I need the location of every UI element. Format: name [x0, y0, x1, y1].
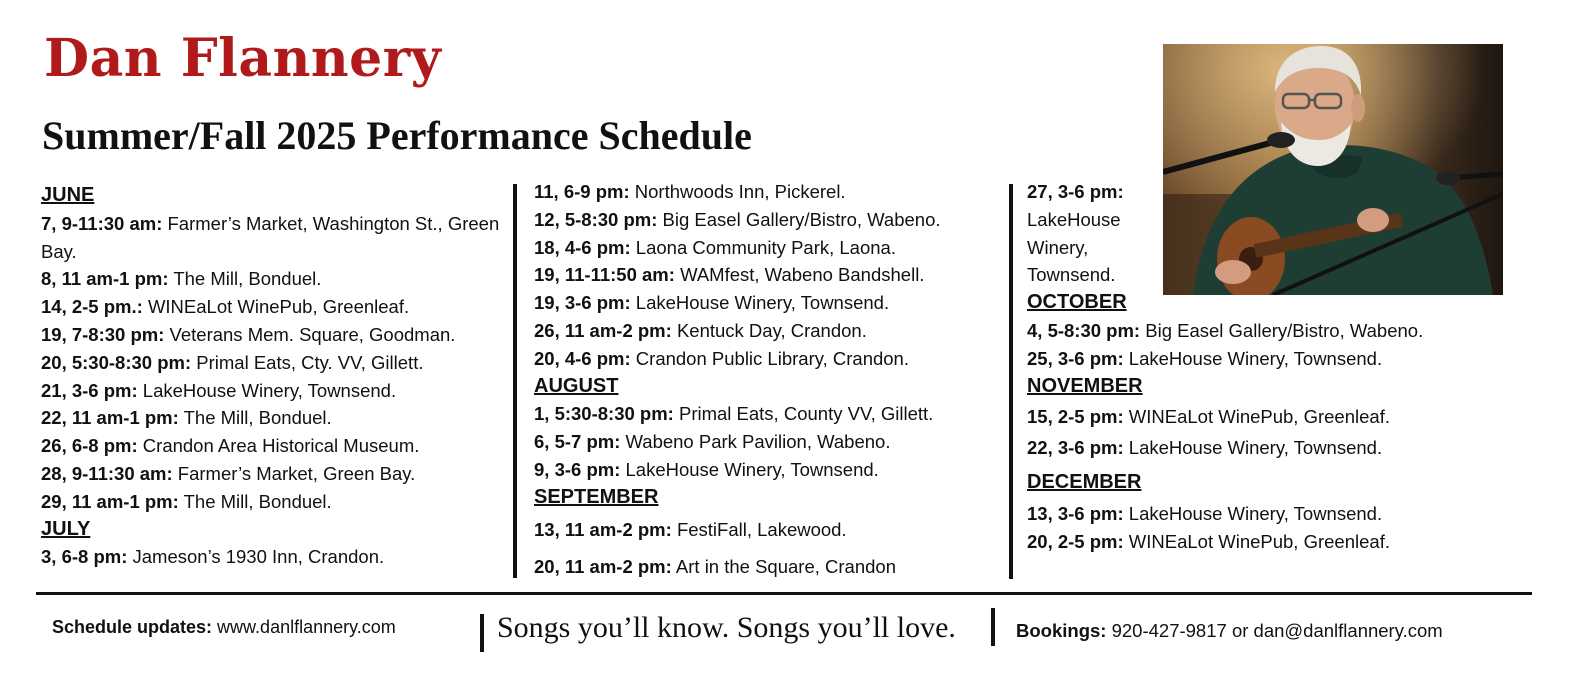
bookings-info[interactable]: 920-427-9817 or dan@danlflannery.com [1111, 620, 1443, 641]
footer-divider [480, 614, 484, 652]
website-link[interactable]: www.danlflannery.com [217, 617, 396, 637]
event-time: 29, 11 am-1 pm: [41, 490, 179, 512]
event-venue: LakeHouse Winery, Townsend. [1128, 437, 1383, 459]
event-entry [534, 317, 1004, 345]
event-time: 19, 3-6 pm: [534, 292, 631, 314]
month-heading-july: JULY [41, 517, 91, 540]
event-entry [41, 293, 511, 321]
month-heading-october: OCTOBER [1027, 291, 1127, 314]
event-time: 18, 4-6 pm: [534, 236, 631, 258]
event-venue: WINEaLot WinePub, Greenleaf. [1128, 406, 1390, 428]
event-venue: Wabeno Park Pavilion, Wabeno. [625, 431, 891, 453]
event-entry [41, 404, 511, 432]
event-venue: LakeHouse Winery, Townsend. [635, 292, 890, 314]
event-time: 7, 9-11:30 am: [41, 212, 163, 234]
event-entry [41, 432, 511, 460]
schedule-column-2 [534, 178, 1004, 581]
event-venue: Farmer’s Market, Green Bay. [177, 462, 416, 484]
event-time: 26, 6-8 pm: [41, 435, 138, 457]
event-time: 26, 11 am-2 pm: [534, 319, 672, 341]
event-venue: WAMfest, Wabeno Bandshell. [680, 264, 925, 286]
schedule-title: Summer/Fall 2025 Performance Schedule [42, 113, 752, 158]
event-venue: LakeHouse Winery, Townsend. [142, 379, 397, 401]
event-venue: Farmer’s Market, Washington St., Green Bay. [41, 212, 500, 262]
tagline: Songs you’ll know. Songs you’ll love. [497, 611, 956, 644]
month-heading-august: AUGUST [534, 374, 619, 397]
event-venue: Northwoods Inn, Pickerel. [634, 181, 846, 202]
footer-divider [991, 608, 995, 646]
event-entry [1027, 434, 1487, 462]
event-entry [41, 488, 511, 516]
event-entry [534, 206, 1004, 234]
bookings-label: Bookings: [1016, 620, 1107, 641]
event-time: 8, 11 am-1 pm: [41, 268, 169, 290]
event-venue: Primal Eats, Cty. VV, Gillett. [196, 351, 424, 373]
column-divider [1009, 184, 1013, 579]
event-venue: Kentuck Day, Crandon. [676, 319, 867, 341]
event-entry [534, 400, 1004, 428]
month-heading-september: SEPTEMBER [534, 485, 659, 508]
event-entry [41, 321, 511, 349]
event-entry [534, 178, 1004, 206]
event-time: 27, 3-6 pm: [1027, 181, 1124, 202]
event-entry [534, 234, 1004, 262]
event-venue: Jameson’s 1930 Inn, Crandon. [132, 546, 385, 568]
event-venue: The Mill, Bonduel. [183, 490, 332, 512]
event-entry [534, 345, 1004, 373]
month-heading-november: NOVEMBER [1027, 374, 1143, 397]
month-heading-december: DECEMBER [1027, 470, 1142, 493]
event-entry [41, 349, 511, 377]
event-venue: LakeHouse Winery, Townsend. [1128, 347, 1383, 369]
column-divider [513, 184, 517, 578]
event-entry [534, 516, 1004, 544]
event-venue: LakeHouse Winery, Townsend. [625, 458, 879, 480]
event-time: 22, 3-6 pm: [1027, 437, 1124, 459]
event-time: 21, 3-6 pm: [41, 379, 138, 401]
event-time: 11, 6-9 pm: [534, 181, 630, 202]
event-entry [1027, 317, 1487, 345]
event-entry [534, 456, 1004, 484]
event-entry [41, 543, 511, 571]
footer-rule [36, 592, 1532, 595]
event-time: 3, 6-8 pm: [41, 546, 128, 568]
event-time: 20, 2-5 pm: [1027, 530, 1124, 552]
event-time: 20, 5:30-8:30 pm: [41, 351, 192, 373]
event-time: 13, 11 am-2 pm: [534, 518, 672, 540]
event-entry [41, 265, 511, 293]
event-venue: Crandon Area Historical Museum. [142, 435, 420, 457]
performer-name: Dan Flannery [44, 28, 442, 89]
event-entry [1027, 500, 1487, 528]
event-venue: Art in the Square, Crandon [675, 556, 896, 578]
event-entry [1027, 178, 1139, 289]
schedule-updates [52, 617, 396, 638]
event-venue: LakeHouse Winery, Townsend. [1027, 208, 1121, 286]
event-venue: WINEaLot WinePub, Greenleaf. [1128, 530, 1390, 552]
bookings-contact [1016, 620, 1443, 642]
event-entry [1027, 528, 1487, 556]
event-time: 4, 5-8:30 pm: [1027, 319, 1141, 341]
event-time: 12, 5-8:30 pm: [534, 208, 658, 230]
event-entry [1027, 403, 1487, 431]
event-venue: Big Easel Gallery/Bistro, Wabeno. [1145, 319, 1424, 341]
event-time: 15, 2-5 pm: [1027, 406, 1124, 428]
event-entry [534, 428, 1004, 456]
event-entry [41, 460, 511, 488]
event-time: 6, 5-7 pm: [534, 431, 621, 453]
event-time: 20, 11 am-2 pm: [534, 556, 672, 578]
event-entry [41, 377, 511, 405]
event-entry [534, 261, 1004, 289]
event-entry [1027, 345, 1487, 373]
event-venue: Primal Eats, County VV, Gillett. [678, 403, 934, 425]
event-entry [534, 553, 1004, 581]
event-venue: WINEaLot WinePub, Greenleaf. [147, 296, 410, 318]
event-time: 25, 3-6 pm: [1027, 347, 1124, 369]
event-time: 19, 11-11:50 am: [534, 264, 675, 286]
event-time: 1, 5:30-8:30 pm: [534, 403, 674, 425]
event-time: 9, 3-6 pm: [534, 458, 621, 480]
event-venue: Big Easel Gallery/Bistro, Wabeno. [662, 208, 941, 230]
event-venue: Laona Community Park, Laona. [635, 236, 896, 258]
schedule-column-1 [41, 182, 511, 571]
event-time: 19, 7-8:30 pm: [41, 323, 165, 345]
event-time: 28, 9-11:30 am: [41, 462, 173, 484]
month-heading-june: JUNE [41, 184, 95, 206]
event-time: 20, 4-6 pm: [534, 347, 631, 369]
schedule-column-3 [1027, 178, 1487, 555]
event-venue: Veterans Mem. Square, Goodman. [169, 323, 456, 345]
event-time: 13, 3-6 pm: [1027, 502, 1124, 524]
event-time: 22, 11 am-1 pm: [41, 407, 179, 429]
event-venue: LakeHouse Winery, Townsend. [1128, 502, 1383, 524]
event-entry [41, 210, 511, 266]
event-time: 14, 2-5 pm.: [41, 296, 143, 318]
event-venue: The Mill, Bonduel. [183, 407, 332, 429]
event-venue: The Mill, Bonduel. [173, 268, 322, 290]
schedule-updates-label: Schedule updates: [52, 617, 213, 637]
event-entry [534, 289, 1004, 317]
event-venue: FestiFall, Lakewood. [676, 518, 847, 540]
event-venue: Crandon Public Library, Crandon. [635, 347, 909, 369]
